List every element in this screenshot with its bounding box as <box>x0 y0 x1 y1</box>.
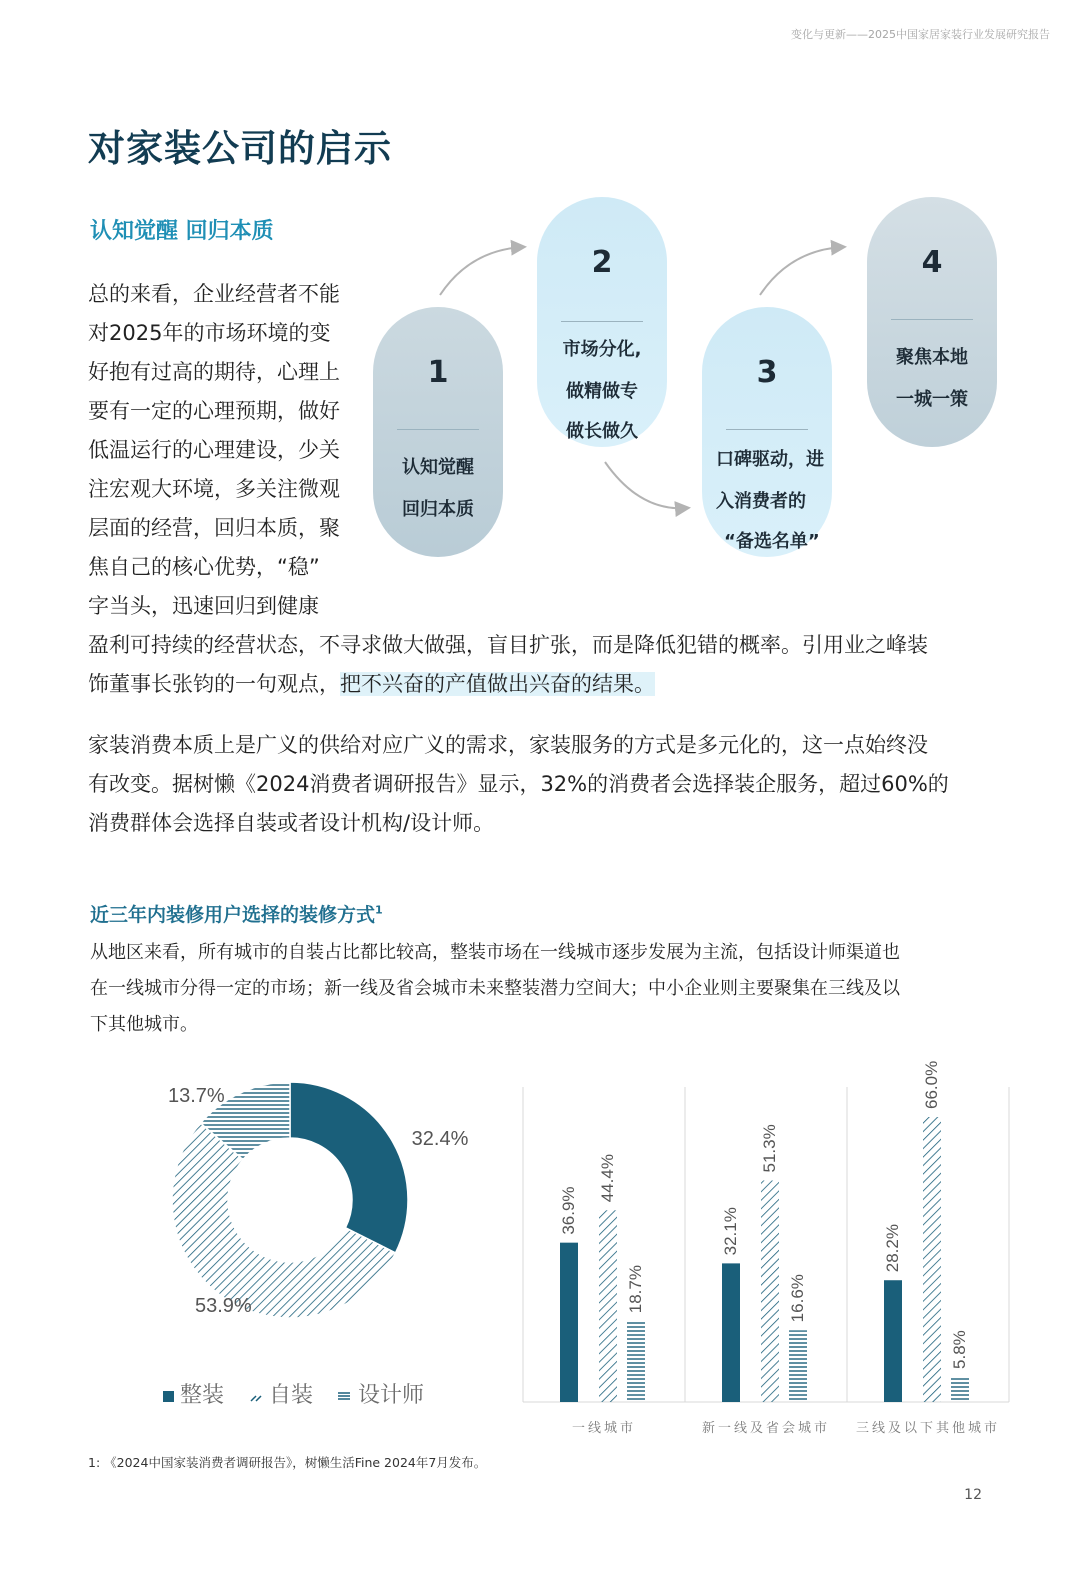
highlighted-quote: 把不兴奋的产值做出兴奋的结果。 <box>340 672 655 696</box>
bar <box>884 1280 902 1402</box>
step-text: 认知觉醒 <box>402 457 474 478</box>
bar <box>627 1321 645 1402</box>
arrow-icon <box>760 247 843 295</box>
running-header: 变化与更新——2025中国家居家装行业发展研究报告 <box>791 28 1050 41</box>
legend-item-zhengzhuang <box>163 1383 224 1408</box>
legend-label: 自装 <box>269 1383 314 1408</box>
bar <box>789 1330 807 1402</box>
chart-title-text: 近三年内装修用户选择的装修方式 <box>90 904 376 926</box>
intro-line: 总的来看，企业经营者不能 <box>88 282 340 306</box>
bar <box>722 1263 740 1402</box>
bar <box>923 1117 941 1402</box>
intro-line: 字当头，迅速回归到健康 <box>88 594 319 618</box>
bar-data-label: 28.2% <box>883 1224 902 1273</box>
page-title: 对家装公司的启示 <box>88 127 392 170</box>
intro-line: 层面的经营，回归本质，聚 <box>88 516 340 540</box>
step-text: 入消费者的 <box>716 491 806 512</box>
category-label: 新一线及省会城市 <box>701 1421 831 1436</box>
bar-data-label: 66.0% <box>922 1060 941 1109</box>
bar <box>560 1243 578 1402</box>
step-text: 一城一策 <box>896 389 968 410</box>
bar-data-label: 16.6% <box>788 1274 807 1323</box>
paragraph-text: 饰董事长张钧的一句观点， <box>88 672 340 696</box>
step-text: “备选名单” <box>724 531 820 552</box>
step-number: 4 <box>921 245 943 280</box>
bar-data-label: 5.8% <box>950 1330 969 1369</box>
chart-description: 下其他城市。 <box>90 1014 198 1035</box>
paragraph-line: 有改变。据树懒《2024消费者调研报告》显示，32%的消费者会选择装企服务，超过60%的 <box>88 772 949 796</box>
arrow-icon <box>440 247 523 295</box>
step-number: 1 <box>427 355 449 390</box>
paragraph-line: 消费群体会选择自装或者设计机构/设计师。 <box>88 811 495 835</box>
step-text: 做精做专 <box>566 381 638 402</box>
intro-line: 焦自己的核心优势，“稳” <box>88 555 320 579</box>
arrow-icon <box>605 462 687 508</box>
bar-data-label: 32.1% <box>721 1207 740 1256</box>
intro-line: 好抱有过高的期待，心理上 <box>88 360 340 384</box>
intro-line: 注宏观大环境，多关注微观 <box>88 477 340 501</box>
donut-data-label: 13.7% <box>168 1085 225 1107</box>
bar-chart <box>515 1030 1015 1450</box>
step-number: 3 <box>756 355 778 390</box>
footnote-ref: 1 <box>375 903 383 917</box>
bar <box>599 1210 617 1402</box>
category-label: 一线城市 <box>571 1421 637 1436</box>
paragraph-line <box>88 668 655 698</box>
intro-line: 低温运行的心理建设，少关 <box>88 438 340 462</box>
step-text: 做长做久 <box>566 421 638 442</box>
category-label: 三线及以下其他城市 <box>855 1421 1001 1436</box>
footnote: 1: 《2024中国家装消费者调研报告》，树懒生活Fine 2024年7月发布。 <box>88 1455 487 1470</box>
legend-solid-icon <box>163 1391 174 1402</box>
legend-label: 设计师 <box>358 1383 425 1408</box>
intro-line: 要有一定的心理预期，做好 <box>88 399 340 423</box>
legend-hatch-icon <box>249 1390 263 1402</box>
donut-data-label: 53.9% <box>195 1295 252 1317</box>
bar <box>761 1180 779 1402</box>
chart-title <box>90 900 383 927</box>
step-text: 聚焦本地 <box>896 347 968 368</box>
bar-data-label: 18.7% <box>626 1265 645 1314</box>
step-text: 口碑驱动，进 <box>716 449 824 470</box>
chart-legend <box>163 1378 442 1409</box>
section-title: 认知觉醒 回归本质 <box>90 219 274 244</box>
page-number: 12 <box>964 1487 982 1503</box>
donut-slice <box>290 1082 408 1253</box>
bar-data-label: 36.9% <box>559 1186 578 1235</box>
step-arrows <box>360 190 1040 530</box>
donut-chart <box>110 1080 490 1350</box>
chart-description: 在一线城市分得一定的市场；新一线及省会城市未来整装潜力空间大；中小企业则主要聚集在三线及以 <box>90 978 900 999</box>
bar-data-label: 44.4% <box>598 1154 617 1203</box>
paragraph-line: 盈利可持续的经营状态，不寻求做大做强，盲目扩张，而是降低犯错的概率。引用业之峰装 <box>88 633 928 657</box>
intro-line: 对2025年的市场环境的变 <box>88 321 331 345</box>
legend-lines-icon <box>338 1390 352 1402</box>
legend-label: 整装 <box>180 1383 225 1408</box>
chart-description: 从地区来看，所有城市的自装占比都比较高，整装市场在一线城市逐步发展为主流，包括设计师渠道也 <box>90 942 900 963</box>
bar-data-label: 51.3% <box>760 1124 779 1173</box>
step-text: 市场分化, <box>562 339 642 360</box>
donut-data-label: 32.4% <box>411 1128 469 1150</box>
legend-item-shejishi <box>338 1383 424 1408</box>
legend-item-zizhuang <box>249 1383 313 1408</box>
step-number: 2 <box>591 245 613 280</box>
paragraph-line: 家装消费本质上是广义的供给对应广义的需求，家装服务的方式是多元化的，这一点始终没 <box>88 733 928 757</box>
step-text: 回归本质 <box>402 499 474 520</box>
bar <box>951 1377 969 1402</box>
